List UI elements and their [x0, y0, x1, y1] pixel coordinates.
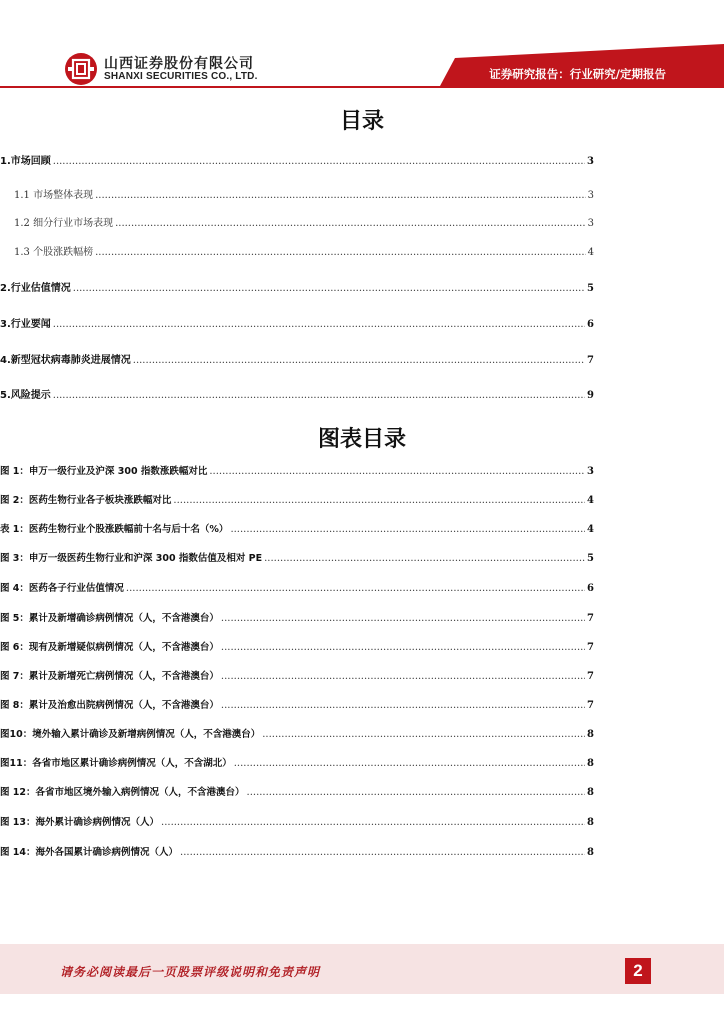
company-name-en: SHANXI SECURITIES CO., LTD. — [104, 71, 258, 82]
toc-leader-dots — [95, 190, 586, 201]
figure-entry-label: 图11：各省市地区累计确诊病例情况（人，不含湖北） — [0, 758, 232, 769]
toc-entry[interactable] — [0, 386, 594, 400]
figure-entry-page: 7 — [587, 700, 594, 711]
toc-title: 目录 — [339, 109, 384, 134]
toc-leader-dots — [53, 156, 585, 167]
figure-entry[interactable] — [0, 580, 594, 594]
toc-entry-label: 4.新型冠状病毒肺炎进展情况 — [0, 355, 131, 366]
report-type-label: 证券研究报告：行业研究/定期报告 — [489, 67, 666, 81]
figure-entry-page: 4 — [587, 524, 594, 535]
page-number: 2 — [625, 958, 651, 984]
toc-leader-dots — [53, 319, 585, 330]
figure-leader-dots — [262, 729, 585, 740]
company-logo-icon — [64, 52, 98, 86]
figure-entry-label: 图10：境外输入累计确诊及新增病例情况（人，不含港澳台） — [0, 729, 261, 740]
toc-leader-dots — [53, 390, 585, 401]
figure-entry[interactable] — [0, 844, 594, 858]
toc-leader-dots — [115, 218, 586, 229]
toc-entry[interactable] — [0, 315, 594, 329]
figure-entry[interactable] — [0, 610, 594, 624]
toc-leader-dots — [95, 247, 586, 258]
figure-entry-page: 8 — [587, 787, 594, 798]
figure-entry-label: 图 12：各省市地区境外输入病例情况（人，不含港澳台） — [0, 787, 245, 798]
toc-entry[interactable] — [0, 152, 594, 166]
toc-leader-dots — [73, 283, 585, 294]
toc-entry-page: 3 — [587, 156, 594, 167]
figure-leader-dots — [221, 671, 585, 682]
figure-entry[interactable] — [0, 463, 594, 477]
figures-title: 图表目录 — [317, 427, 406, 452]
figure-entry-label: 图 6：现有及新增疑似病例情况（人，不含港澳台） — [0, 642, 219, 653]
figure-leader-dots — [264, 553, 585, 564]
toc-entry[interactable] — [0, 243, 594, 257]
toc-entry-label: 5.风险提示 — [0, 390, 51, 401]
toc-entry-page: 6 — [587, 319, 594, 330]
figure-entry[interactable] — [0, 814, 594, 828]
company-name-cn: 山西证券股份有限公司 — [104, 56, 254, 72]
figure-entry[interactable] — [0, 550, 594, 564]
figure-entry[interactable] — [0, 521, 594, 535]
toc-entry[interactable] — [0, 351, 594, 365]
toc-entry[interactable] — [0, 186, 594, 200]
figure-entry-label: 图 1：申万一级行业及沪深 300 指数涨跌幅对比 — [0, 466, 208, 477]
figure-entry-label: 图 13：海外累计确诊病例情况（人） — [0, 817, 160, 828]
toc-entry-label: 1.3 个股涨跌幅榜 — [14, 247, 94, 258]
toc-entry[interactable] — [0, 214, 594, 228]
toc-entry-page: 7 — [587, 355, 594, 366]
figure-entry-label: 图 8：累计及治愈出院病例情况（人，不含港澳台） — [0, 700, 219, 711]
figure-entry-label: 图 4：医药各子行业估值情况 — [0, 583, 124, 594]
figure-leader-dots — [221, 700, 585, 711]
figure-entry-page: 5 — [587, 553, 594, 564]
figure-entry-label: 图 14：海外各国累计确诊病例情况（人） — [0, 847, 179, 858]
header-red-band — [0, 0, 724, 100]
figure-entry[interactable] — [0, 755, 594, 769]
figure-leader-dots — [161, 817, 585, 828]
figure-leader-dots — [230, 524, 585, 535]
figure-entry-page: 7 — [587, 613, 594, 624]
figure-entry[interactable] — [0, 639, 594, 653]
figure-leader-dots — [234, 758, 585, 769]
toc-entry-label: 3.行业要闻 — [0, 319, 51, 330]
toc-entry-page: 9 — [587, 390, 594, 401]
figure-entry[interactable] — [0, 726, 594, 740]
figure-entry-label: 图 5：累计及新增确诊病例情况（人，不含港澳台） — [0, 613, 219, 624]
figure-leader-dots — [247, 787, 586, 798]
figure-entry-page: 6 — [587, 583, 594, 594]
figure-entry-page: 8 — [587, 729, 594, 740]
figure-entry[interactable] — [0, 784, 594, 798]
toc-entry-page: 4 — [587, 247, 594, 258]
figure-leader-dots — [221, 642, 585, 653]
toc-leader-dots — [133, 355, 585, 366]
figure-entry[interactable] — [0, 492, 594, 506]
toc-entry[interactable] — [0, 279, 594, 293]
figure-leader-dots — [126, 583, 585, 594]
toc-entry-page: 3 — [587, 190, 594, 201]
figure-entry-label: 图 2：医药生物行业各子板块涨跌幅对比 — [0, 495, 172, 506]
figure-entry[interactable] — [0, 697, 594, 711]
figure-entry-page: 7 — [587, 671, 594, 682]
figure-entry-page: 8 — [587, 847, 594, 858]
toc-entry-page: 3 — [587, 218, 594, 229]
page-header — [0, 0, 724, 100]
figure-leader-dots — [173, 495, 585, 506]
figure-leader-dots — [180, 847, 585, 858]
figure-entry-page: 7 — [587, 642, 594, 653]
toc-entry-label: 1.市场回顾 — [0, 156, 51, 167]
footer-disclaimer: 请务必阅读最后一页股票评级说明和免责声明 — [60, 965, 321, 979]
figure-entry-label: 表 1：医药生物行业个股涨跌幅前十名与后十名（%） — [0, 524, 229, 535]
figure-entry-page: 8 — [587, 817, 594, 828]
toc-entry-page: 5 — [587, 283, 594, 294]
figure-entry-page: 3 — [587, 466, 594, 477]
figure-leader-dots — [221, 613, 585, 624]
figure-entry-page: 4 — [587, 495, 594, 506]
figure-entry-label: 图 3：申万一级医药生物行业和沪深 300 指数估值及相对 PE — [0, 553, 263, 564]
toc-entry-label: 1.2 细分行业市场表现 — [14, 218, 114, 229]
figure-leader-dots — [209, 466, 585, 477]
figure-entry-label: 图 7：累计及新增死亡病例情况（人，不含港澳台） — [0, 671, 219, 682]
toc-entry-label: 1.1 市场整体表现 — [14, 190, 94, 201]
figure-entry[interactable] — [0, 668, 594, 682]
toc-entry-label: 2.行业估值情况 — [0, 283, 71, 294]
figure-entry-page: 8 — [587, 758, 594, 769]
